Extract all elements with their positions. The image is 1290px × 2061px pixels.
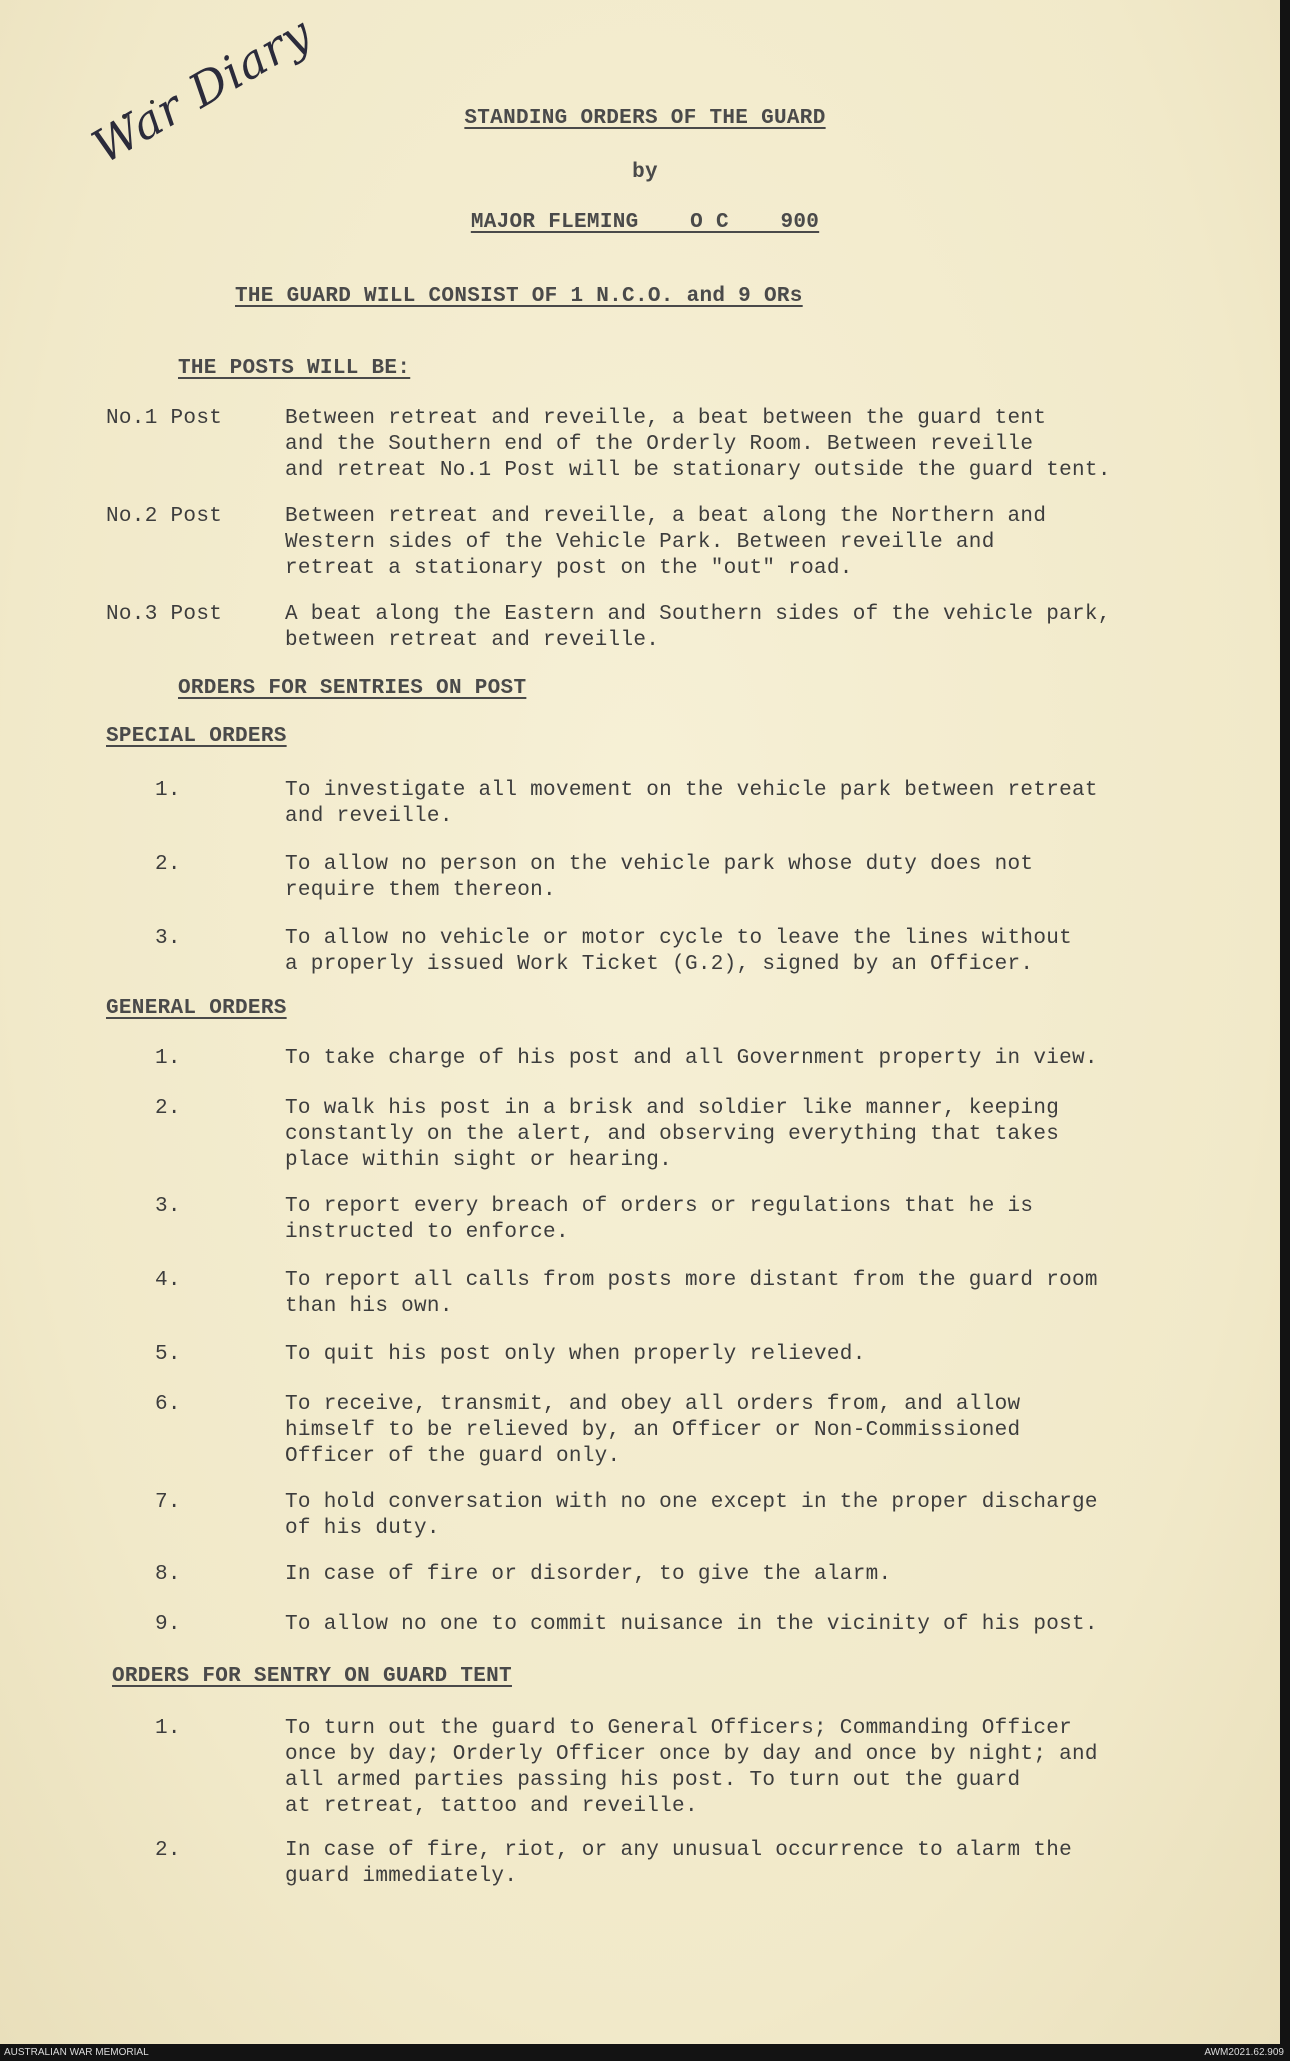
- order-text: In case of fire, riot, or any unusual occurrence to alarm the guard immediately.: [285, 1839, 1073, 1888]
- order-number: 5.: [155, 1343, 181, 1366]
- order-text: To receive, transmit, and obey all orders from, and allow himself to be relieved by, an Officer or Non-Commissioned Officer of the guard only.: [285, 1393, 1021, 1468]
- orders-heading: ORDERS FOR SENTRIES ON POST: [178, 677, 527, 700]
- archive-footer: [0, 2044, 1290, 2061]
- order-number: 2.: [155, 1839, 181, 1862]
- footer-institution: AUSTRALIAN WAR MEMORIAL: [4, 2047, 149, 2058]
- order-text: In case of fire or disorder, to give the alarm.: [285, 1563, 892, 1586]
- guard-composition: THE GUARD WILL CONSIST OF 1 N.C.O. and 9 ORs: [235, 285, 803, 308]
- order-text: To allow no person on the vehicle park whose duty does not require them thereon.: [285, 853, 1034, 902]
- post-label: No.3 Post: [106, 603, 223, 626]
- order-text: To turn out the guard to General Officers; Commanding Officer once by day; Orderly Officer once by day and once by night; and all armed parties passing his post. To turn out the guard at retreat, tattoo and reveille.: [285, 1717, 1098, 1818]
- order-text: To quit his post only when properly relieved.: [285, 1343, 866, 1366]
- order-number: 9.: [155, 1613, 181, 1636]
- post-description: A beat along the Eastern and Southern sides of the vehicle park, between retreat and reveille.: [285, 603, 1111, 652]
- special-orders-heading: SPECIAL ORDERS: [106, 725, 287, 748]
- document-title: STANDING ORDERS OF THE GUARD: [464, 107, 826, 130]
- order-number: 7.: [155, 1491, 181, 1514]
- order-text: To allow no vehicle or motor cycle to leave the lines without a properly issued Work Ticket (G.2), signed by an Officer.: [285, 927, 1073, 976]
- order-number: 3.: [155, 1195, 181, 1218]
- order-text: To report all calls from posts more distant from the guard room than his own.: [285, 1269, 1098, 1318]
- order-text: To walk his post in a brisk and soldier like manner, keeping constantly on the alert, and observing everything that takes place within sight or hearing.: [285, 1097, 1060, 1172]
- order-number: 2.: [155, 853, 181, 876]
- order-text: To take charge of his post and all Government property in view.: [285, 1047, 1098, 1070]
- by-line: by: [632, 161, 658, 184]
- order-number: 3.: [155, 927, 181, 950]
- general-orders-heading: GENERAL ORDERS: [106, 997, 287, 1020]
- handwritten-note: War Diary: [83, 5, 321, 174]
- guard-tent-orders-heading: ORDERS FOR SENTRY ON GUARD TENT: [112, 1665, 512, 1688]
- order-number: 1.: [155, 1047, 181, 1070]
- order-number: 2.: [155, 1097, 181, 1120]
- order-number: 8.: [155, 1563, 181, 1586]
- post-label: No.1 Post: [106, 407, 223, 430]
- order-text: To hold conversation with no one except in the proper discharge of his duty.: [285, 1491, 1098, 1540]
- order-number: 1.: [155, 1717, 181, 1740]
- posts-heading: THE POSTS WILL BE:: [178, 357, 411, 380]
- order-number: 4.: [155, 1269, 181, 1292]
- footer-accession-number: AWM2021.62.909: [1204, 2047, 1284, 2058]
- post-description: Between retreat and reveille, a beat along the Northern and Western sides of the Vehicle Park. Between reveille and retreat a stationary post on the "out" road.: [285, 505, 1047, 580]
- author-line: MAJOR FLEMING O C 900: [470, 211, 820, 234]
- post-description: Between retreat and reveille, a beat between the guard tent and the Southern end of the Orderly Room. Between reveille and retreat No.1 Post will be stationary outside the guard tent.: [285, 407, 1111, 482]
- order-number: 1.: [155, 779, 181, 802]
- order-text: To report every breach of orders or regulations that he is instructed to enforce.: [285, 1195, 1034, 1244]
- post-label: No.2 Post: [106, 505, 223, 528]
- order-text: To allow no one to commit nuisance in the vicinity of his post.: [285, 1613, 1098, 1636]
- order-text: To investigate all movement on the vehicle park between retreat and reveille.: [285, 779, 1098, 828]
- order-number: 6.: [155, 1393, 181, 1416]
